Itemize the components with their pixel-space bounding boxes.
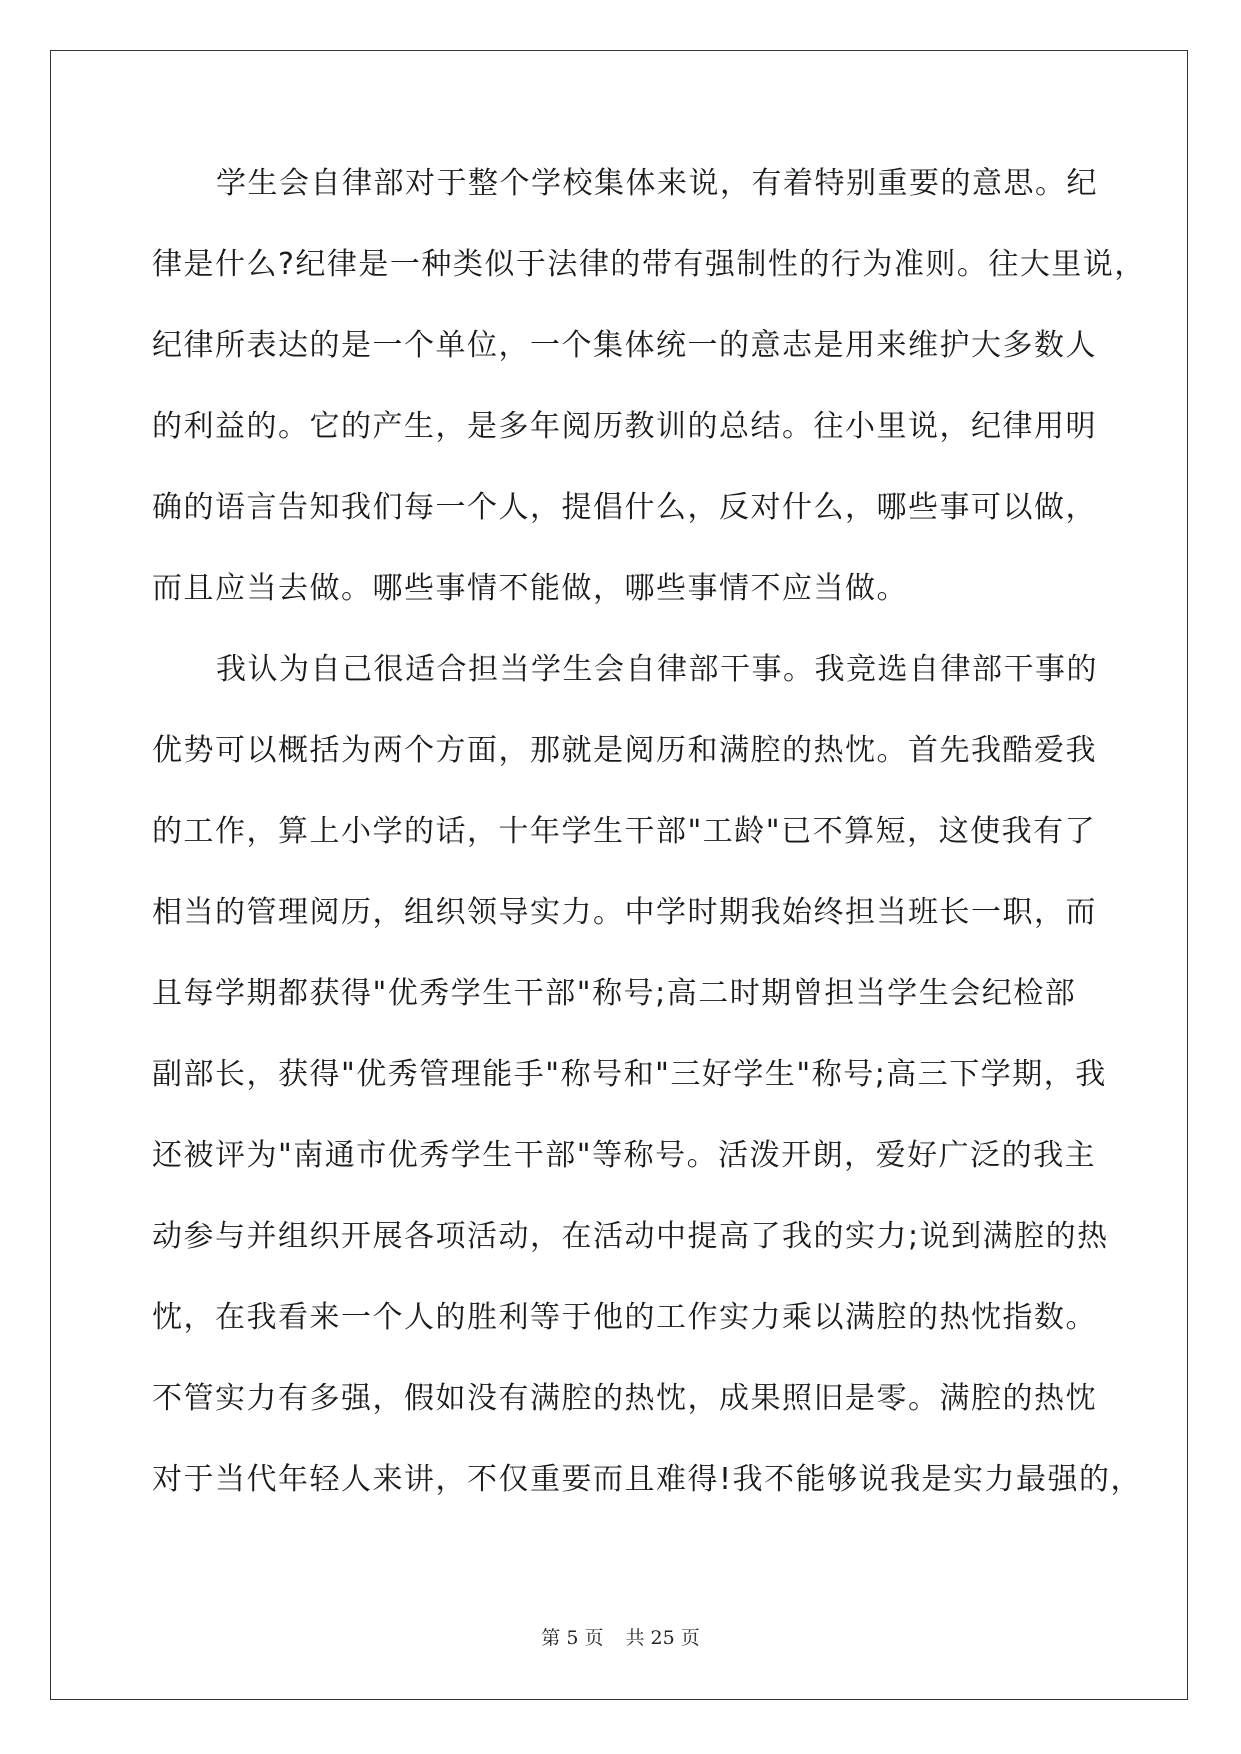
page-footer bbox=[0, 1623, 1241, 1650]
paragraph-line: 对于当代年轻人来讲，不仅重要而且难得!我不能够说我是实力最强的， bbox=[152, 1462, 1143, 1497]
paragraph-line: 的利益的。它的产生，是多年阅历教训的总结。往小里说，纪律用明 bbox=[152, 409, 1097, 444]
paragraph-line: 确的语言告知我们每一个人，提倡什么，反对什么，哪些事可以做， bbox=[152, 490, 1097, 525]
paragraph-line: 不管实力有多强，假如没有满腔的热忱，成果照旧是零。满腔的热忱 bbox=[152, 1381, 1097, 1416]
paragraph-line: 副部长，获得"优秀管理能手"称号和"三好学生"称号;高三下学期，我 bbox=[152, 1057, 1107, 1092]
paragraph-line: 纪律所表达的是一个单位，一个集体统一的意志是用来维护大多数人 bbox=[152, 328, 1097, 363]
document-body bbox=[152, 164, 1146, 1541]
paragraph-line: 学生会自律部对于整个学校集体来说，有着特别重要的意思。纪 bbox=[216, 166, 1098, 201]
paragraph-line: 且每学期都获得"优秀学生干部"称号;高二时期曾担当学生会纪检部 bbox=[152, 976, 1077, 1011]
paragraph-line: 的工作，算上小学的话，十年学生干部"工龄"已不算短，这使我有了 bbox=[152, 814, 1097, 849]
paragraph-line: 还被评为"南通市优秀学生干部"等称号。活泼开朗，爱好广泛的我主 bbox=[152, 1138, 1097, 1173]
paragraph-line: 动参与并组织开展各项活动，在活动中提高了我的实力;说到满腔的热 bbox=[152, 1219, 1109, 1254]
paragraph-line: 律是什么?纪律是一种类似于法律的带有强制性的行为准则。往大里说， bbox=[152, 247, 1146, 282]
page-number: 第 5 页 bbox=[541, 1627, 604, 1649]
paragraph-line: 优势可以概括为两个方面，那就是阅历和满腔的热忱。首先我酷爱我 bbox=[152, 733, 1097, 768]
paragraph-line: 相当的管理阅历，组织领导实力。中学时期我始终担当班长一职，而 bbox=[152, 895, 1097, 930]
paragraph-line: 而且应当去做。哪些事情不能做，哪些事情不应当做。 bbox=[152, 571, 908, 606]
paragraph-line: 我认为自己很适合担当学生会自律部干事。我竞选自律部干事的 bbox=[216, 652, 1098, 687]
paragraph-line: 忱，在我看来一个人的胜利等于他的工作实力乘以满腔的热忱指数。 bbox=[152, 1300, 1097, 1335]
page-total: 共 25 页 bbox=[625, 1627, 700, 1649]
